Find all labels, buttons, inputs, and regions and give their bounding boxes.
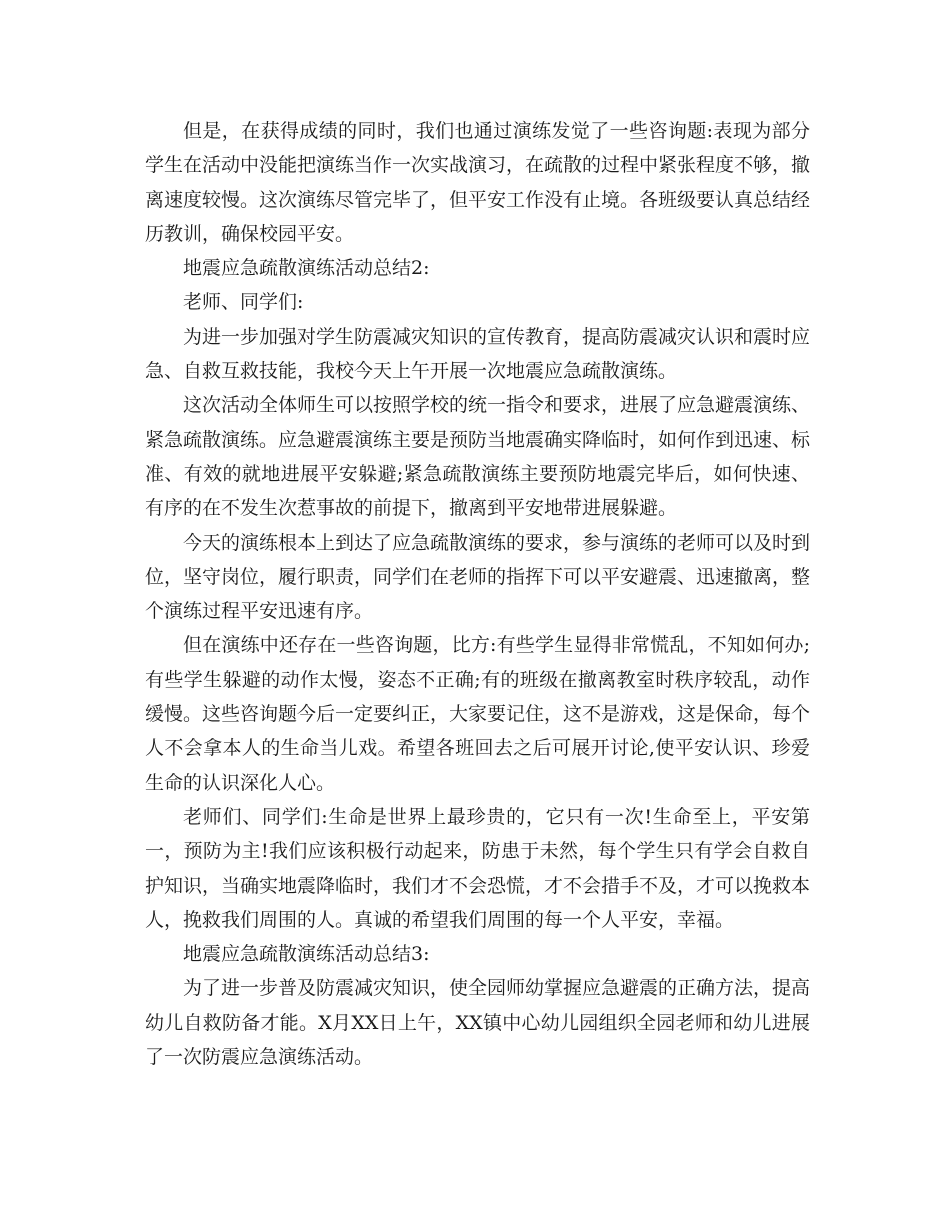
section-heading: 地震应急疏散演练活动总结3: (183, 943, 430, 966)
paragraph: 为了进一步普及防震减灾知识，使全园师幼掌握应急避震的正确方法，提高幼儿自救防备才能。X月XX日上午，XX镇中心幼儿园组织全园老师和幼儿进展了一次防震应急演练活动。 (145, 977, 811, 1069)
paragraph: 今天的演练根本上到达了应急疏散演练的要求，参与演练的老师可以及时到位，坚守岗位，履行职责，同学们在老师的指挥下可以平安避震、迅速撤离，整个演练过程平安迅速有序。 (145, 531, 811, 623)
salutation: 老师、同学们: (183, 291, 304, 314)
paragraph: 这次活动全体师生可以按照学校的统一指令和要求，进展了应急避震演练、紧急疏散演练。应急避震演练主要是预防当地震确实降临时，如何作到迅速、标准、有效的就地进展平安躲避;紧急疏散演练主要预防地震完毕后，如何快速、有序的在不发生次惹事故的前提下，撤离到平安地带进展躲避。 (145, 394, 811, 520)
paragraph: 老师们、同学们:生命是世界上最珍贵的，它只有一次!生命至上，平安第一，预防为主!我们应该积极行动起来，防患于未然，每个学生只有学会自救自护知识，当确实地震降临时，我们才不会恐慌，才不会措手不及，才可以挽救本人，挽救我们周围的人。真诚的希望我们周围的每一个人平安，幸福。 (145, 805, 811, 931)
paragraph: 但是，在获得成绩的同时，我们也通过演练发觉了一些咨询题:表现为部分学生在活动中没能把演练当作一次实战演习，在疏散的过程中紧张程度不够，撤离速度较慢。这次演练尽管完毕了，但平安工作没有止境。各班级要认真总结经历教训，确保校园平安。 (145, 120, 811, 245)
paragraph: 为进一步加强对学生防震减灾知识的宣传教育，提高防震减灾认识和震时应急、自救互救技能，我校今天上午开展一次地震应急疏散演练。 (145, 325, 811, 383)
section-heading: 地震应急疏散演练活动总结2: (183, 257, 430, 280)
document-page (145, 114, 810, 1074)
paragraph: 但在演练中还存在一些咨询题，比方:有些学生显得非常慌乱，不知如何办;有些学生躲避的动作太慢，姿态不正确;有的班级在撤离教室时秩序较乱，动作缓慢。这些咨询题今后一定要纠正，大家要记住，这不是游戏，这是保命，每个人不会拿本人的生命当儿戏。希望各班回去之后可展开讨论,使平安认识、珍爱生命的认识深化人心。 (145, 634, 811, 794)
